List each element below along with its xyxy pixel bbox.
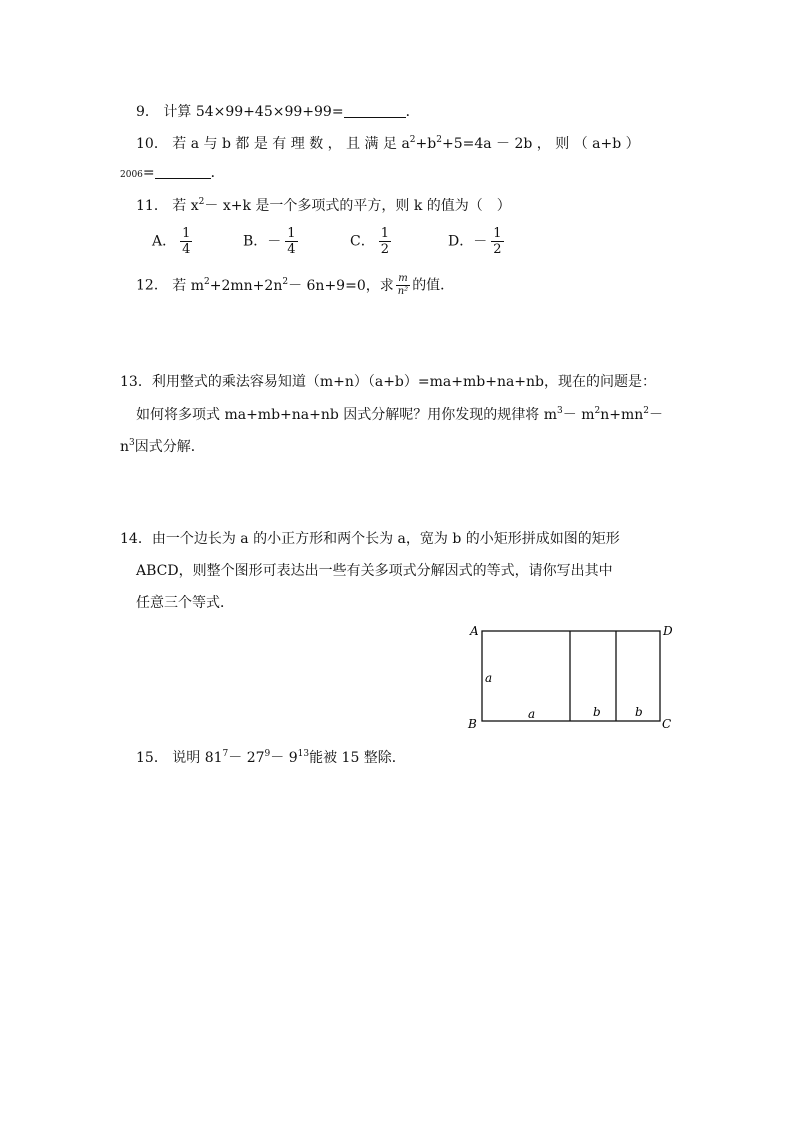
question-10 bbox=[136, 134, 640, 154]
corner-label-a: A bbox=[470, 624, 479, 638]
rectangle-outline bbox=[482, 631, 660, 721]
q9-number: 9． bbox=[136, 104, 159, 120]
q10-answer-blank[interactable] bbox=[155, 164, 211, 179]
q12-fraction: $\frac{m}{\text{n²}}$ bbox=[397, 273, 409, 297]
q13-number: 13． bbox=[120, 374, 152, 390]
bottom-label-b2: b bbox=[635, 705, 643, 719]
question-14-line2: ABCD，则整个图形可表达出一些有关多项式分解因式的等式，请你写出其中 bbox=[136, 563, 613, 579]
q11-option-a[interactable] bbox=[152, 226, 194, 257]
q12-number: 12． bbox=[136, 277, 168, 294]
question-13-line2: 如何将多项式 ma+mb+na+nb 因式分解呢？用你发现的规律将 $m^3- m^2n+mn^2-$ bbox=[136, 406, 664, 423]
q12-text: 若 $m^2+2mn+2n^2- 6n+9=0$，求 bbox=[172, 276, 394, 294]
question-9 bbox=[136, 102, 420, 122]
corner-label-b: B bbox=[468, 717, 477, 731]
question-13-line3: $n^3$因式分解． bbox=[120, 438, 205, 455]
fraction: $\frac{1}{2}$ bbox=[380, 226, 389, 257]
question-14-line3: 任意三个等式． bbox=[136, 595, 234, 611]
question-15 bbox=[136, 748, 406, 768]
q11-option-c[interactable] bbox=[350, 226, 393, 257]
q11-option-d[interactable]: D．－ $\frac{1}{2}$ bbox=[448, 226, 502, 257]
q9-end: ． bbox=[405, 104, 420, 120]
option-label: B． bbox=[243, 233, 268, 250]
q13-line1: 利用整式的乘法容易知道（m+n）（a+b）=ma+mb+na+nb，现在的问题是： bbox=[151, 374, 657, 390]
q15-number: 15． bbox=[136, 750, 168, 766]
q10-eq: = bbox=[142, 165, 155, 181]
q14-line1: 由一个边长为 a 的小正方形和两个长为 a，宽为 b 的小矩形拼成如图的矩形 bbox=[151, 531, 620, 547]
bottom-label-a: a bbox=[528, 707, 536, 721]
option-label: D． bbox=[448, 233, 474, 250]
fraction: $\frac{1}{4}$ bbox=[287, 226, 296, 257]
q12-text-end: 的值． bbox=[412, 277, 455, 294]
q14-number: 14． bbox=[120, 531, 152, 547]
q10-number: 10． bbox=[136, 136, 168, 152]
question-10-cont bbox=[120, 163, 225, 185]
q10-text: 若 a 与 b 都 是 有 理 数 ， 且 满 足 $a^2+b^2+5=4a - 2b$ ， 则 （ a+b ） bbox=[172, 135, 640, 152]
bottom-label-b1: b bbox=[593, 705, 601, 719]
question-12 bbox=[136, 273, 454, 298]
option-label: A． bbox=[152, 233, 177, 250]
fraction: $\frac{1}{4}$ bbox=[182, 226, 191, 257]
option-label: C． bbox=[350, 233, 375, 250]
q9-answer-blank[interactable] bbox=[344, 103, 406, 118]
q11-option-b[interactable]: B．－ $\frac{1}{4}$ bbox=[243, 226, 296, 257]
question-14 bbox=[120, 529, 620, 549]
corner-label-c: C bbox=[662, 717, 672, 731]
question-13 bbox=[120, 372, 656, 392]
fraction: $\frac{1}{2}$ bbox=[493, 226, 502, 257]
side-label-a: a bbox=[485, 671, 493, 685]
q11-number: 11． bbox=[136, 198, 168, 214]
q9-text: 计算 54×99+45×99+99= bbox=[163, 104, 344, 120]
question-11 bbox=[136, 196, 511, 216]
rectangle-abcd-figure bbox=[462, 620, 692, 732]
q15-text: 说明 $81^7- 27^9- 9^{13}$能被 15 整除． bbox=[172, 749, 406, 766]
q10-end: ． bbox=[210, 165, 225, 181]
corner-label-d: D bbox=[663, 624, 673, 638]
q10-exponent: 2006 bbox=[120, 170, 143, 180]
q11-text: 若 $x^2- x+k$ 是一个多项式的平方，则 k 的值为（ ） bbox=[172, 197, 511, 214]
